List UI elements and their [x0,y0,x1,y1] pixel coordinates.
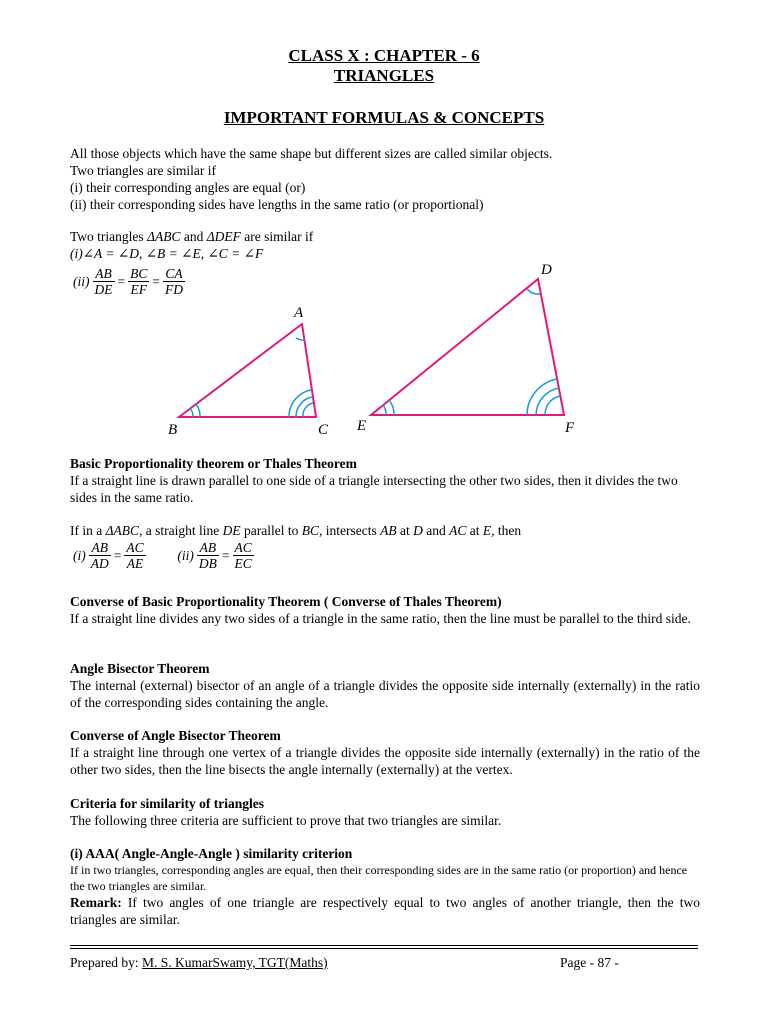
bpt-ratios: (i) $\frac{AB}{AD}$ = $\frac{AC}{AE}$ (ii) $\frac{AB}{DB}$ = $\frac{AC}{EC}$ [73,540,252,571]
equals-sign: = [117,273,126,289]
ratio-label-ii: (ii) [177,547,194,563]
bpt-statement: If in a ΔABC, a straight line DE parallel to BC, intersects AB at D and AC at E, then [70,523,522,538]
ratio-ac-ae: $\frac{AC}{AE}$ [126,540,144,571]
intro-line-4: (ii) their corresponding sides have lengths in the same ratio (or proportional) [70,197,484,212]
similar-triangles-diagram [0,0,768,450]
footer-prepared-by: Prepared by: M. S. KumarSwamy, TGT(Maths) [70,955,328,970]
triangle-abc-figure [168,305,329,438]
lead-text: and [180,229,207,244]
ratio-prefix: (ii) [73,273,90,289]
ratio-ca-fd: $\frac{CA}{FD}$ [165,266,184,297]
chapter-title: TRIANGLES [333,66,435,85]
angle-bisector-body: The internal (external) bisector of an angle of a triangle divides the opposite side internally (externally) in the ratio of the corresponding sides containing the angle. [70,678,700,710]
vertex-label-c: C [318,422,329,438]
remark-body: If two angles of one triangle are respectively equal to two angles of another triangle, then the two triangles are similar. [70,895,700,927]
remark-label: Remark: [70,895,122,910]
bpt-body: If a straight line is drawn parallel to one side of a triangle intersecting the other two sides, then it divides the two sides in the same ratio. [70,473,678,505]
vertex-label-b: B [168,422,178,438]
intro-line-2: Two triangles are similar if [70,163,217,178]
angle-bisector-title: Angle Bisector Theorem [70,661,210,676]
intro-line-3: (i) their corresponding angles are equal (or) [70,180,306,195]
converse-ab-title: Converse of Angle Bisector Theorem [70,728,281,743]
converse-bpt-title: Converse of Basic Proportionality Theorem ( Converse of Thales Theorem) [70,594,502,609]
footer-author: M. S. KumarSwamy, TGT(Maths) [141,955,328,970]
ratio-ab-db: $\frac{AB}{DB}$ [198,540,217,571]
triangle-def: ΔDEF [206,229,241,244]
aaa-body: If in two triangles, corresponding angles are equal, then their corresponding sides are in the same ratio (or proportion) and hence the two triangles are similar. [70,863,688,893]
triangle-def-figure [356,262,575,436]
equals-sign: = [152,273,161,289]
converse-ab-body: If a straight line through one vertex of a triangle divides the opposite side internally (externally) in the ratio of the other two sides, then the line bisects the angle internally (externally) at the vertex. [70,745,700,777]
vertex-label-a: A [294,305,304,321]
triangle-abc: ΔABC [147,229,181,244]
bpt-title: Basic Proportionality theorem or Thales Theorem [70,456,357,471]
bpt-section [70,455,700,506]
ratio-ac-ec: $\frac{AC}{EC}$ [234,540,252,571]
intro-line-1: All those objects which have the same shape but different sizes are called similar objects. [70,146,553,161]
converse-bpt-section [70,593,700,627]
footer-page-number: Page - 87 - [560,955,619,970]
similar-angle-condition: (i)∠A = ∠D, ∠B = ∠E, ∠C = ∠F [70,246,264,261]
ratio-label-i: (i) [73,547,86,563]
aaa-section [70,845,700,928]
vertex-label-d: D [541,262,552,278]
converse-bpt-body: If a straight line divides any two sides of a triangle in the same ratio, then the line must be parallel to the third side. [70,611,691,626]
criteria-title: Criteria for similarity of triangles [70,796,264,811]
lead-text: are similar if [240,229,314,244]
section-heading: IMPORTANT FORMULAS & CONCEPTS [223,108,545,127]
aaa-title: (i) AAA( Angle-Angle-Angle ) similarity criterion [70,846,353,861]
ratio-ab-ad: $\frac{AB}{AD}$ [90,540,109,571]
footer-rule-top [70,945,698,946]
chapter-heading: CLASS X : CHAPTER - 6 [288,46,480,65]
vertex-label-f: F [565,420,575,436]
criteria-body: The following three criteria are sufficient to prove that two triangles are similar. [70,813,502,828]
vertex-label-e: E [357,418,367,434]
lead-text: Two triangles [70,229,148,244]
footer-rule-bottom [70,948,698,949]
criteria-section [70,795,700,829]
ratio-ab-de: $\frac{AB}{DE}$ [94,266,113,297]
ratio-bc-ef: $\frac{BC}{EF}$ [130,266,148,297]
converse-ab-section [70,727,700,778]
angle-bisector-section [70,660,700,711]
aaa-remark [70,894,700,928]
